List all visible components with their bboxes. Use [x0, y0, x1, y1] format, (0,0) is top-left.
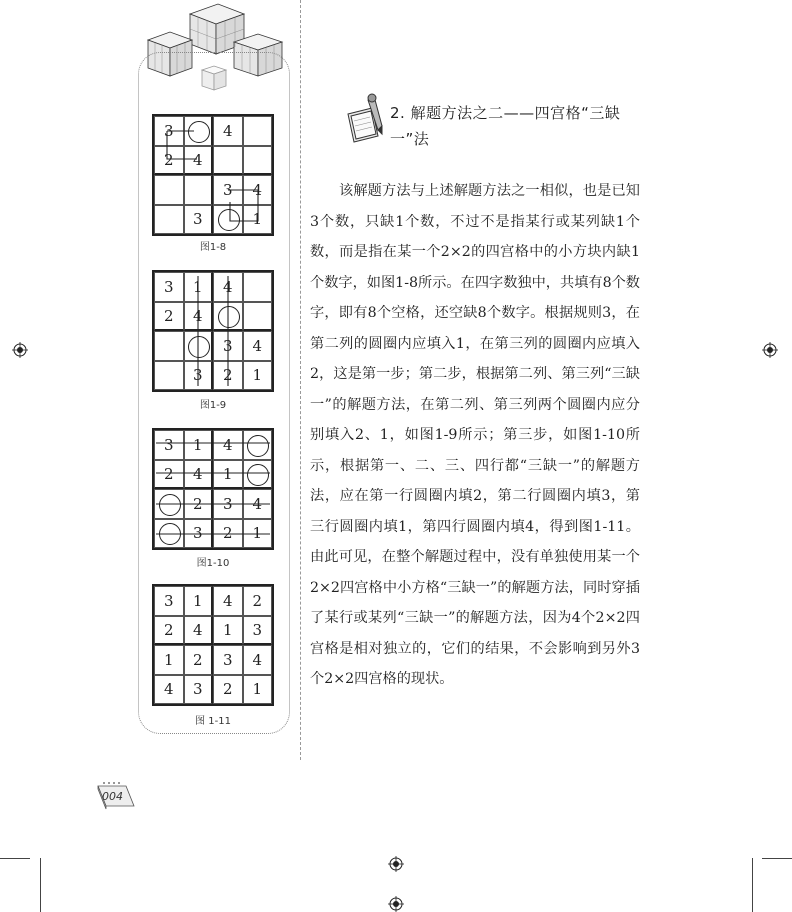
grid-cell — [213, 116, 243, 146]
registration-mark-icon — [388, 896, 404, 912]
grid-cell — [154, 489, 184, 519]
empty-circle-marker — [218, 306, 240, 328]
grid-cell — [184, 519, 214, 549]
cell-number: 3 — [192, 210, 203, 229]
sudoku-grid-1-10 — [152, 428, 274, 550]
grid-cell — [213, 489, 243, 519]
cell-number: 3 — [222, 180, 233, 199]
grid-cell — [213, 586, 243, 616]
grid-cell — [213, 460, 243, 490]
figure-caption: 图1-9 — [199, 400, 227, 411]
grid-cell — [213, 675, 243, 705]
grid-cell — [184, 645, 214, 675]
grid-cell — [243, 331, 273, 361]
cell-number: 3 — [163, 591, 174, 610]
cell-number: 2 — [192, 494, 203, 513]
grid-cell — [184, 489, 214, 519]
grid-cell — [243, 205, 273, 235]
grid-cell — [243, 489, 273, 519]
cell-number: 3 — [222, 336, 233, 355]
grid-cell — [154, 586, 184, 616]
cell-number: 1 — [163, 650, 174, 669]
page-number: 004 — [102, 790, 123, 803]
cell-number: 1 — [252, 366, 263, 385]
cell-number: 1 — [252, 524, 263, 543]
cell-number: 2 — [192, 650, 203, 669]
cell-number: 3 — [192, 680, 203, 699]
grid-cell — [154, 146, 184, 176]
grid-cell — [213, 205, 243, 235]
grid-cell — [154, 302, 184, 332]
registration-mark-icon — [762, 342, 778, 358]
grid-cell — [243, 175, 273, 205]
grid-cell — [243, 430, 273, 460]
grid-cell — [154, 430, 184, 460]
cell-number: 3 — [163, 435, 174, 454]
cell-number: 1 — [222, 620, 233, 639]
sudoku-grid-1-8 — [152, 114, 274, 236]
grid-cell — [243, 586, 273, 616]
section-heading: 2. 解题方法之二——四宫格“三缺一”法 — [390, 104, 621, 148]
grid-cell — [154, 116, 184, 146]
cell-number: 1 — [252, 210, 263, 229]
grid-cell — [243, 616, 273, 646]
grid-cell — [184, 146, 214, 176]
grid-cell — [243, 116, 273, 146]
body-paragraph: 该解题方法与上述解题方法之一相似，也是已知3个数，只缺1个数，不过不是指某行或某列缺1个数，而是指在某一个2×2的四宫格中的小方块内缺1个数字，如图1-8所示。在四字数独中，共填有8个数字，即有8个空格，还空缺8个数字。根据规则3，在第二列的圆圈内应填入1，在第三列的圆圈内应填入2，这是第一步；第二步，根据第二列、第三列“三缺一”的解题方法，在第二列、第三列两个圆圈内应分别填入2、1，如图1-9所示；第三步，如图1-10所示，根据第一、二、三、四行都“三缺一”的解题方法，应在第一行圆圈内填2，第二行圆圈内填3，第三行圆圈内填1，第四行圆圈内填4，得到图1-11。由此可见，在整个解题过程中，没有单独使用某一个2×2四宫格中小方格“三缺一”的解题方法，同时穿插了某行或某列“三缺一”的解题方法，因为4个2×2四宫格是相对独立的，它们的结果，不会影响到另外3个2×2四宫格的现状。 — [310, 183, 640, 687]
column-divider — [300, 0, 301, 760]
grid-cell — [213, 146, 243, 176]
cell-number: 1 — [192, 591, 203, 610]
cell-number: 1 — [192, 435, 203, 454]
sudoku-grid-1-9 — [152, 270, 274, 392]
cell-number: 1 — [192, 277, 203, 296]
cell-number: 2 — [222, 366, 233, 385]
grid-cell — [154, 175, 184, 205]
cell-number: 4 — [192, 620, 203, 639]
cell-number: 4 — [252, 650, 263, 669]
cell-number: 4 — [222, 435, 233, 454]
cell-number: 2 — [163, 150, 174, 169]
cell-number: 4 — [252, 494, 263, 513]
grid-cell — [213, 430, 243, 460]
cell-number: 4 — [192, 306, 203, 325]
grid-cell — [154, 272, 184, 302]
grid-cell — [213, 272, 243, 302]
cell-number: 2 — [222, 680, 233, 699]
cell-number: 3 — [163, 121, 174, 140]
grid-cell — [154, 645, 184, 675]
empty-circle-marker — [159, 494, 181, 516]
grid-cell — [154, 616, 184, 646]
cell-number: 3 — [192, 366, 203, 385]
grid-cell — [213, 519, 243, 549]
cell-number: 3 — [192, 524, 203, 543]
empty-circle-marker — [247, 435, 269, 457]
cell-number: 4 — [192, 464, 203, 483]
grid-cell — [213, 361, 243, 391]
cell-number: 4 — [252, 336, 263, 355]
grid-cell — [154, 675, 184, 705]
cell-number: 2 — [163, 620, 174, 639]
grid-cell — [243, 272, 273, 302]
cell-number: 2 — [163, 306, 174, 325]
cell-number: 2 — [252, 591, 263, 610]
cell-number: 4 — [222, 591, 233, 610]
empty-circle-marker — [188, 121, 210, 143]
grid-cell — [184, 205, 214, 235]
grid-cell — [184, 675, 214, 705]
grid-cell — [243, 519, 273, 549]
grid-cell — [243, 645, 273, 675]
grid-cell — [243, 146, 273, 176]
empty-circle-marker — [159, 523, 181, 545]
registration-mark-icon — [388, 856, 404, 872]
cell-number: 4 — [163, 680, 174, 699]
grid-cell — [184, 175, 214, 205]
grid-cell — [154, 460, 184, 490]
sudoku-grid-1-11 — [152, 584, 274, 706]
empty-circle-marker — [247, 464, 269, 486]
grid-cell — [243, 460, 273, 490]
cell-number: 4 — [222, 277, 233, 296]
cell-number: 2 — [222, 524, 233, 543]
grid-cell — [184, 586, 214, 616]
grid-cell — [243, 675, 273, 705]
grid-cell — [184, 430, 214, 460]
grid-cell — [154, 519, 184, 549]
grid-cell — [213, 331, 243, 361]
empty-circle-marker — [188, 336, 210, 358]
grid-cell — [184, 361, 214, 391]
cell-number: 3 — [222, 494, 233, 513]
grid-cell — [184, 302, 214, 332]
cell-number: 3 — [163, 277, 174, 296]
cell-number: 1 — [222, 464, 233, 483]
grid-cell — [154, 361, 184, 391]
cell-number: 2 — [163, 464, 174, 483]
figure-caption: 图1-10 — [196, 558, 230, 569]
figure-caption: 图 1-11 — [195, 716, 231, 727]
cell-number: 4 — [222, 121, 233, 140]
page-number-badge-icon — [96, 778, 136, 810]
cell-number: 4 — [252, 180, 263, 199]
grid-cell — [213, 616, 243, 646]
grid-cell — [184, 331, 214, 361]
cell-number: 3 — [222, 650, 233, 669]
grid-cell — [184, 616, 214, 646]
pencil-notebook-icon — [342, 92, 386, 148]
empty-circle-marker — [218, 209, 240, 231]
grid-cell — [184, 272, 214, 302]
grid-cell — [213, 645, 243, 675]
cell-number: 4 — [192, 150, 203, 169]
grid-cell — [184, 116, 214, 146]
grid-cell — [213, 175, 243, 205]
cell-number: 3 — [252, 620, 263, 639]
grid-cell — [243, 361, 273, 391]
grid-cell — [243, 302, 273, 332]
grid-cell — [154, 205, 184, 235]
grid-cell — [213, 302, 243, 332]
grid-cell — [154, 331, 184, 361]
cell-number: 1 — [252, 680, 263, 699]
figure-caption: 图1-8 — [199, 242, 227, 253]
grid-cell — [184, 460, 214, 490]
registration-mark-icon — [12, 342, 28, 358]
